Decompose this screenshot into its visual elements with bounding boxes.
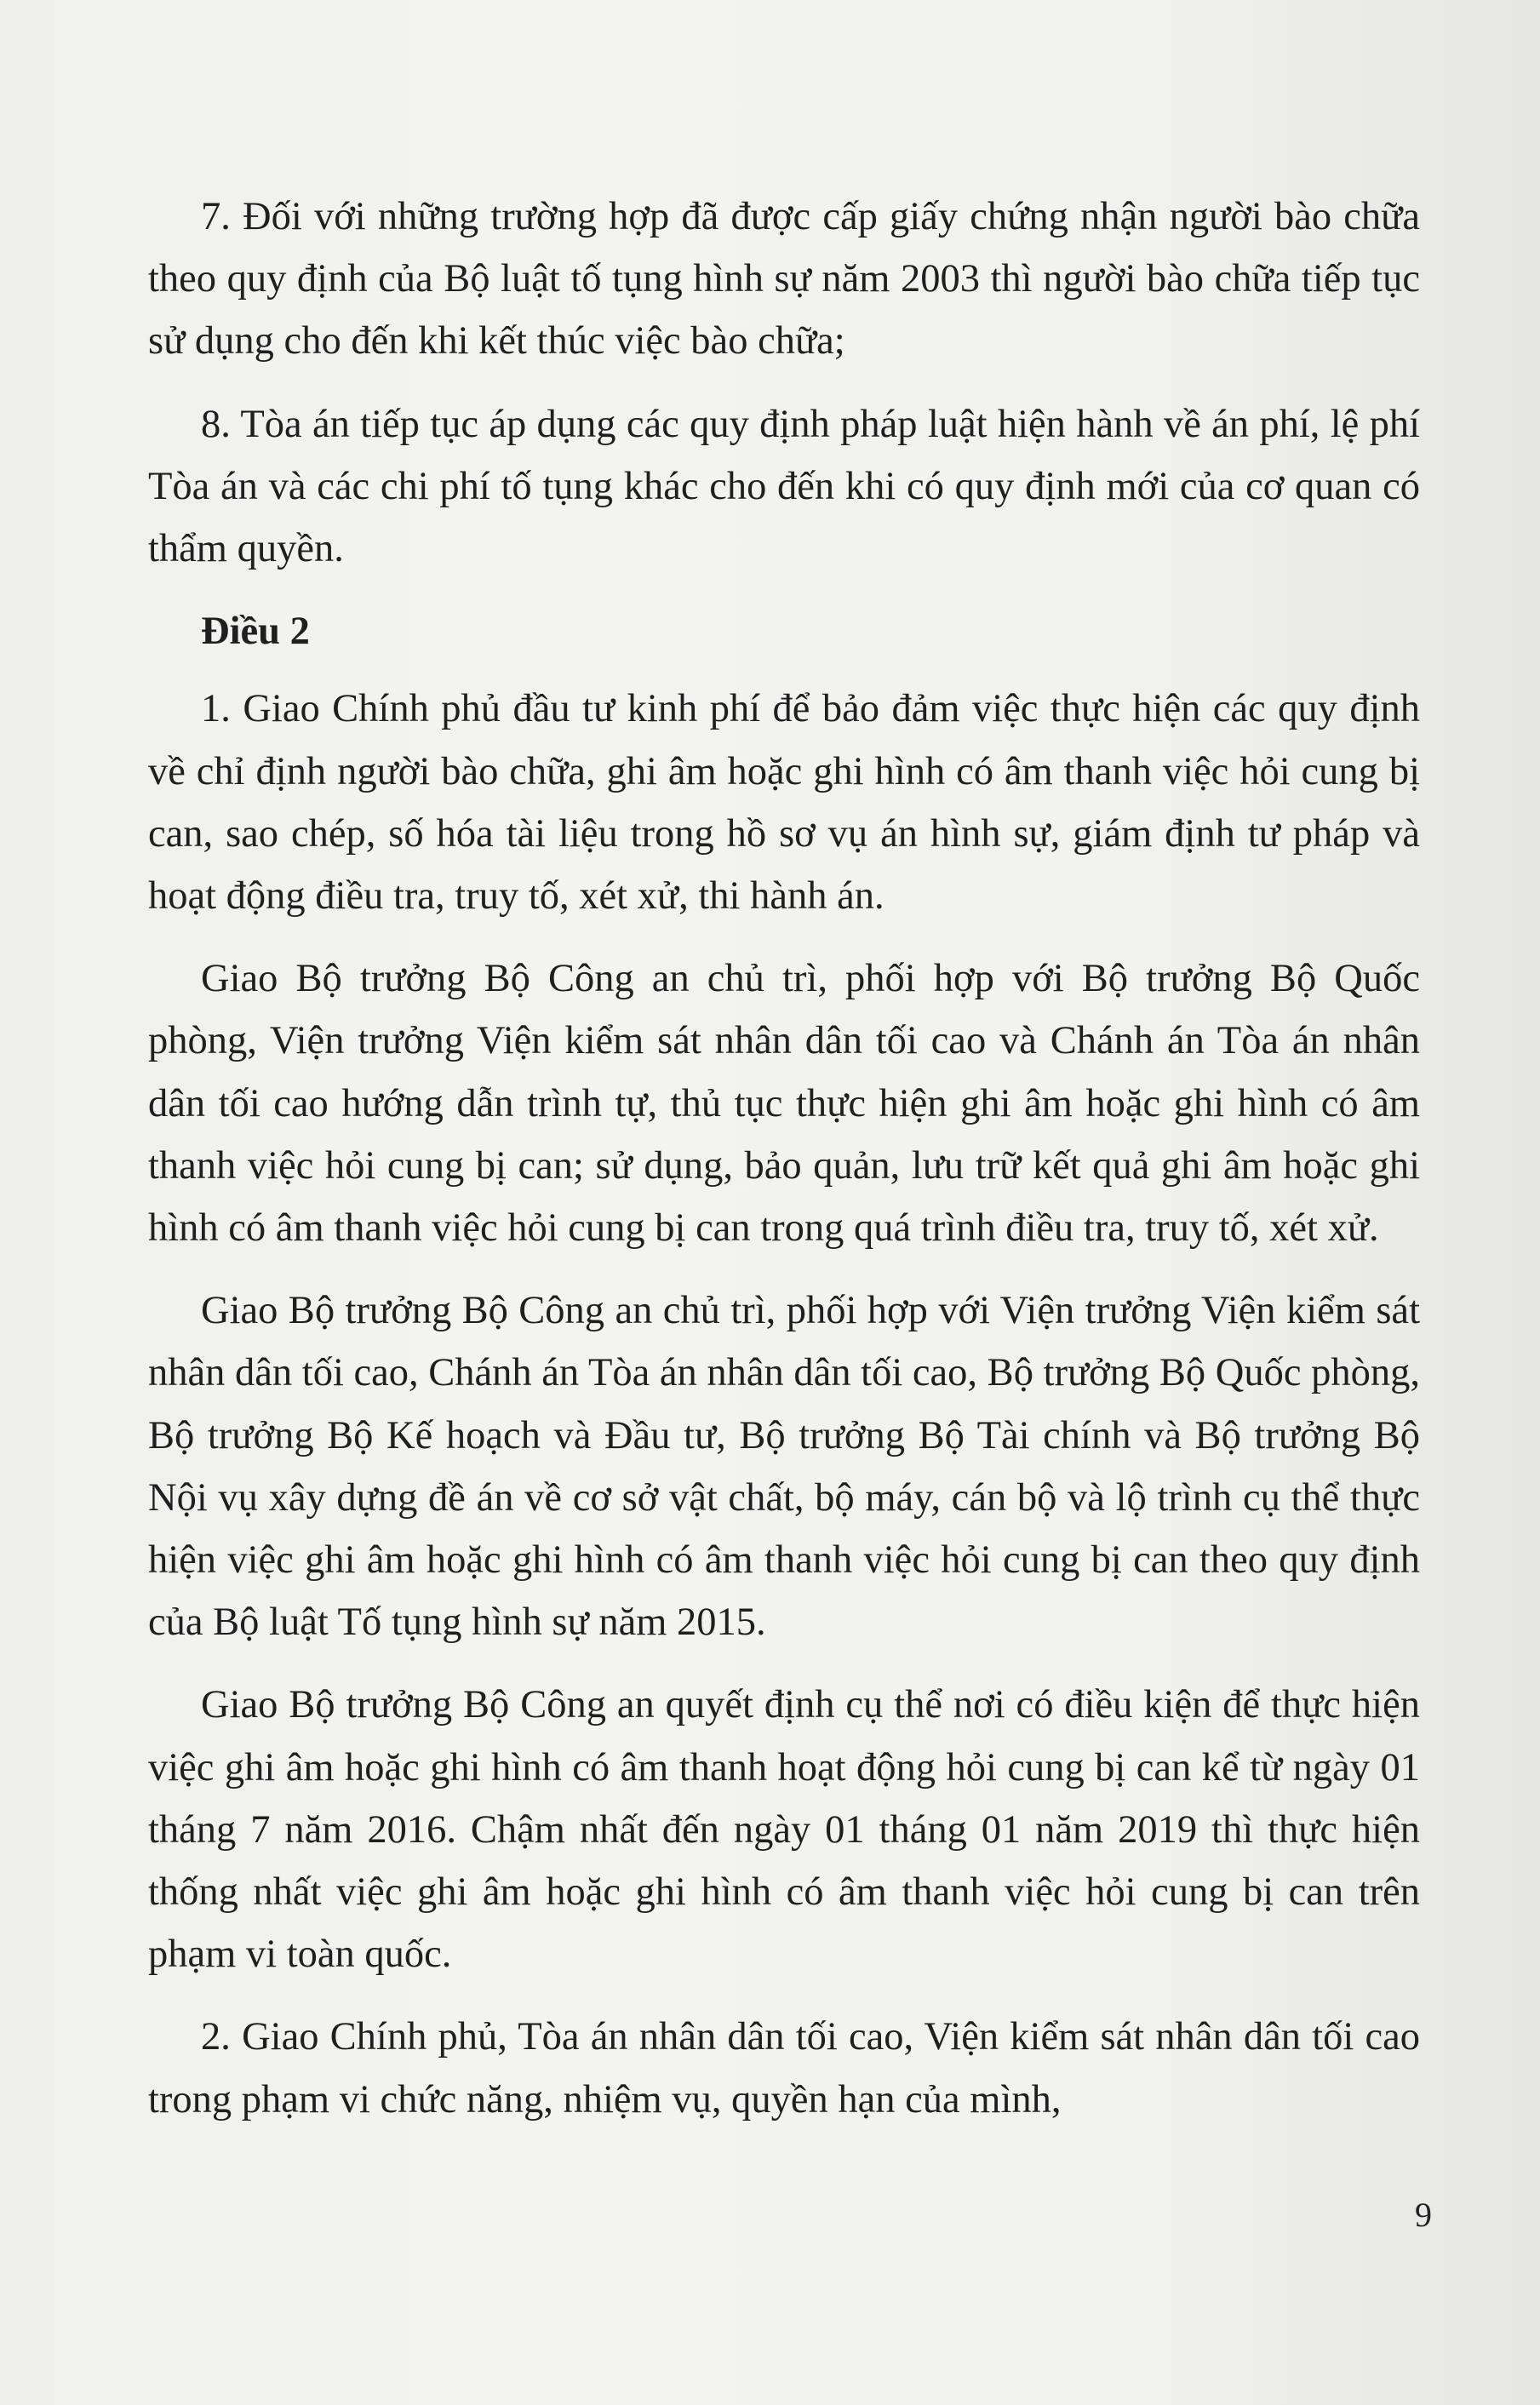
article-heading: Điều 2 [201,610,310,654]
article-paragraph-5: 2. Giao Chính phủ, Tòa án nhân dân tối cao, Viện kiểm sát nhân dân tối cao trong phạm vi chức năng, nhiệm vụ, quyền hạn của mình, [148,2015,1420,2122]
article-paragraph-3: Giao Bộ trưởng Bộ Công an chủ trì, phối hợp với Viện trưởng Viện kiểm sát nhân dân tối cao, Chánh án Tòa án nhân dân tối cao, Bộ trưởng Bộ Quốc phòng, Bộ trưởng Bộ Kế hoạch và Đầu tư, Bộ trưởng Bộ Tài chính và Bộ trưởng Bộ Nội vụ xây dựng đề án về cơ sở vật chất, bộ máy, cán bộ và lộ trình cụ thể thực hiện việc ghi âm hoặc ghi hình có âm thanh việc hỏi cung bị can theo quy định của Bộ luật Tố tụng hình sự năm 2015. [148,1289,1420,1645]
paragraph-item-7: 7. Đối với những trường hợp đã được cấp giấy chứng nhận người bào chữa theo quy định của Bộ luật tố tụng hình sự năm 2003 thì người bào chữa tiếp tục sử dụng cho đến khi kết thúc việc bào chữa; [148,195,1420,364]
article-paragraph-2: Giao Bộ trưởng Bộ Công an chủ trì, phối hợp với Bộ trưởng Bộ Quốc phòng, Viện trưởng Viện kiểm sát nhân dân tối cao và Chánh án Tòa án nhân dân tối cao hướng dẫn trình tự, thủ tục thực hiện ghi âm hoặc ghi hình có âm thanh việc hỏi cung bị can; sử dụng, bảo quản, lưu trữ kết quả ghi âm hoặc ghi hình có âm thanh việc hỏi cung bị can trong quá trình điều tra, truy tố, xét xử. [148,957,1420,1251]
paragraph-item-8: 8. Tòa án tiếp tục áp dụng các quy định pháp luật hiện hành về án phí, lệ phí Tòa án và các chi phí tố tụng khác cho đến khi có quy định mới của cơ quan có thẩm quyền. [148,402,1420,571]
page-number: 9 [1415,2196,1432,2234]
body-text [148,186,1420,2151]
article-paragraph-4: Giao Bộ trưởng Bộ Công an quyết định cụ thể nơi có điều kiện để thực hiện việc ghi âm hoặc ghi hình có âm thanh hoạt động hỏi cung bị can kể từ ngày 01 tháng 7 năm 2016. Chậm nhất đến ngày 01 tháng 01 năm 2019 thì thực hiện thống nhất việc ghi âm hoặc ghi hình có âm thanh việc hỏi cung bị can trên phạm vi toàn quốc. [148,1683,1420,1977]
article-paragraph-1: 1. Giao Chính phủ đầu tư kinh phí để bảo đảm việc thực hiện các quy định về chỉ định người bào chữa, ghi âm hoặc ghi hình có âm thanh việc hỏi cung bị can, sao chép, số hóa tài liệu trong hồ sơ vụ án hình sự, giám định tư pháp và hoạt động điều tra, truy tố, xét xử, thi hành án. [148,687,1420,919]
